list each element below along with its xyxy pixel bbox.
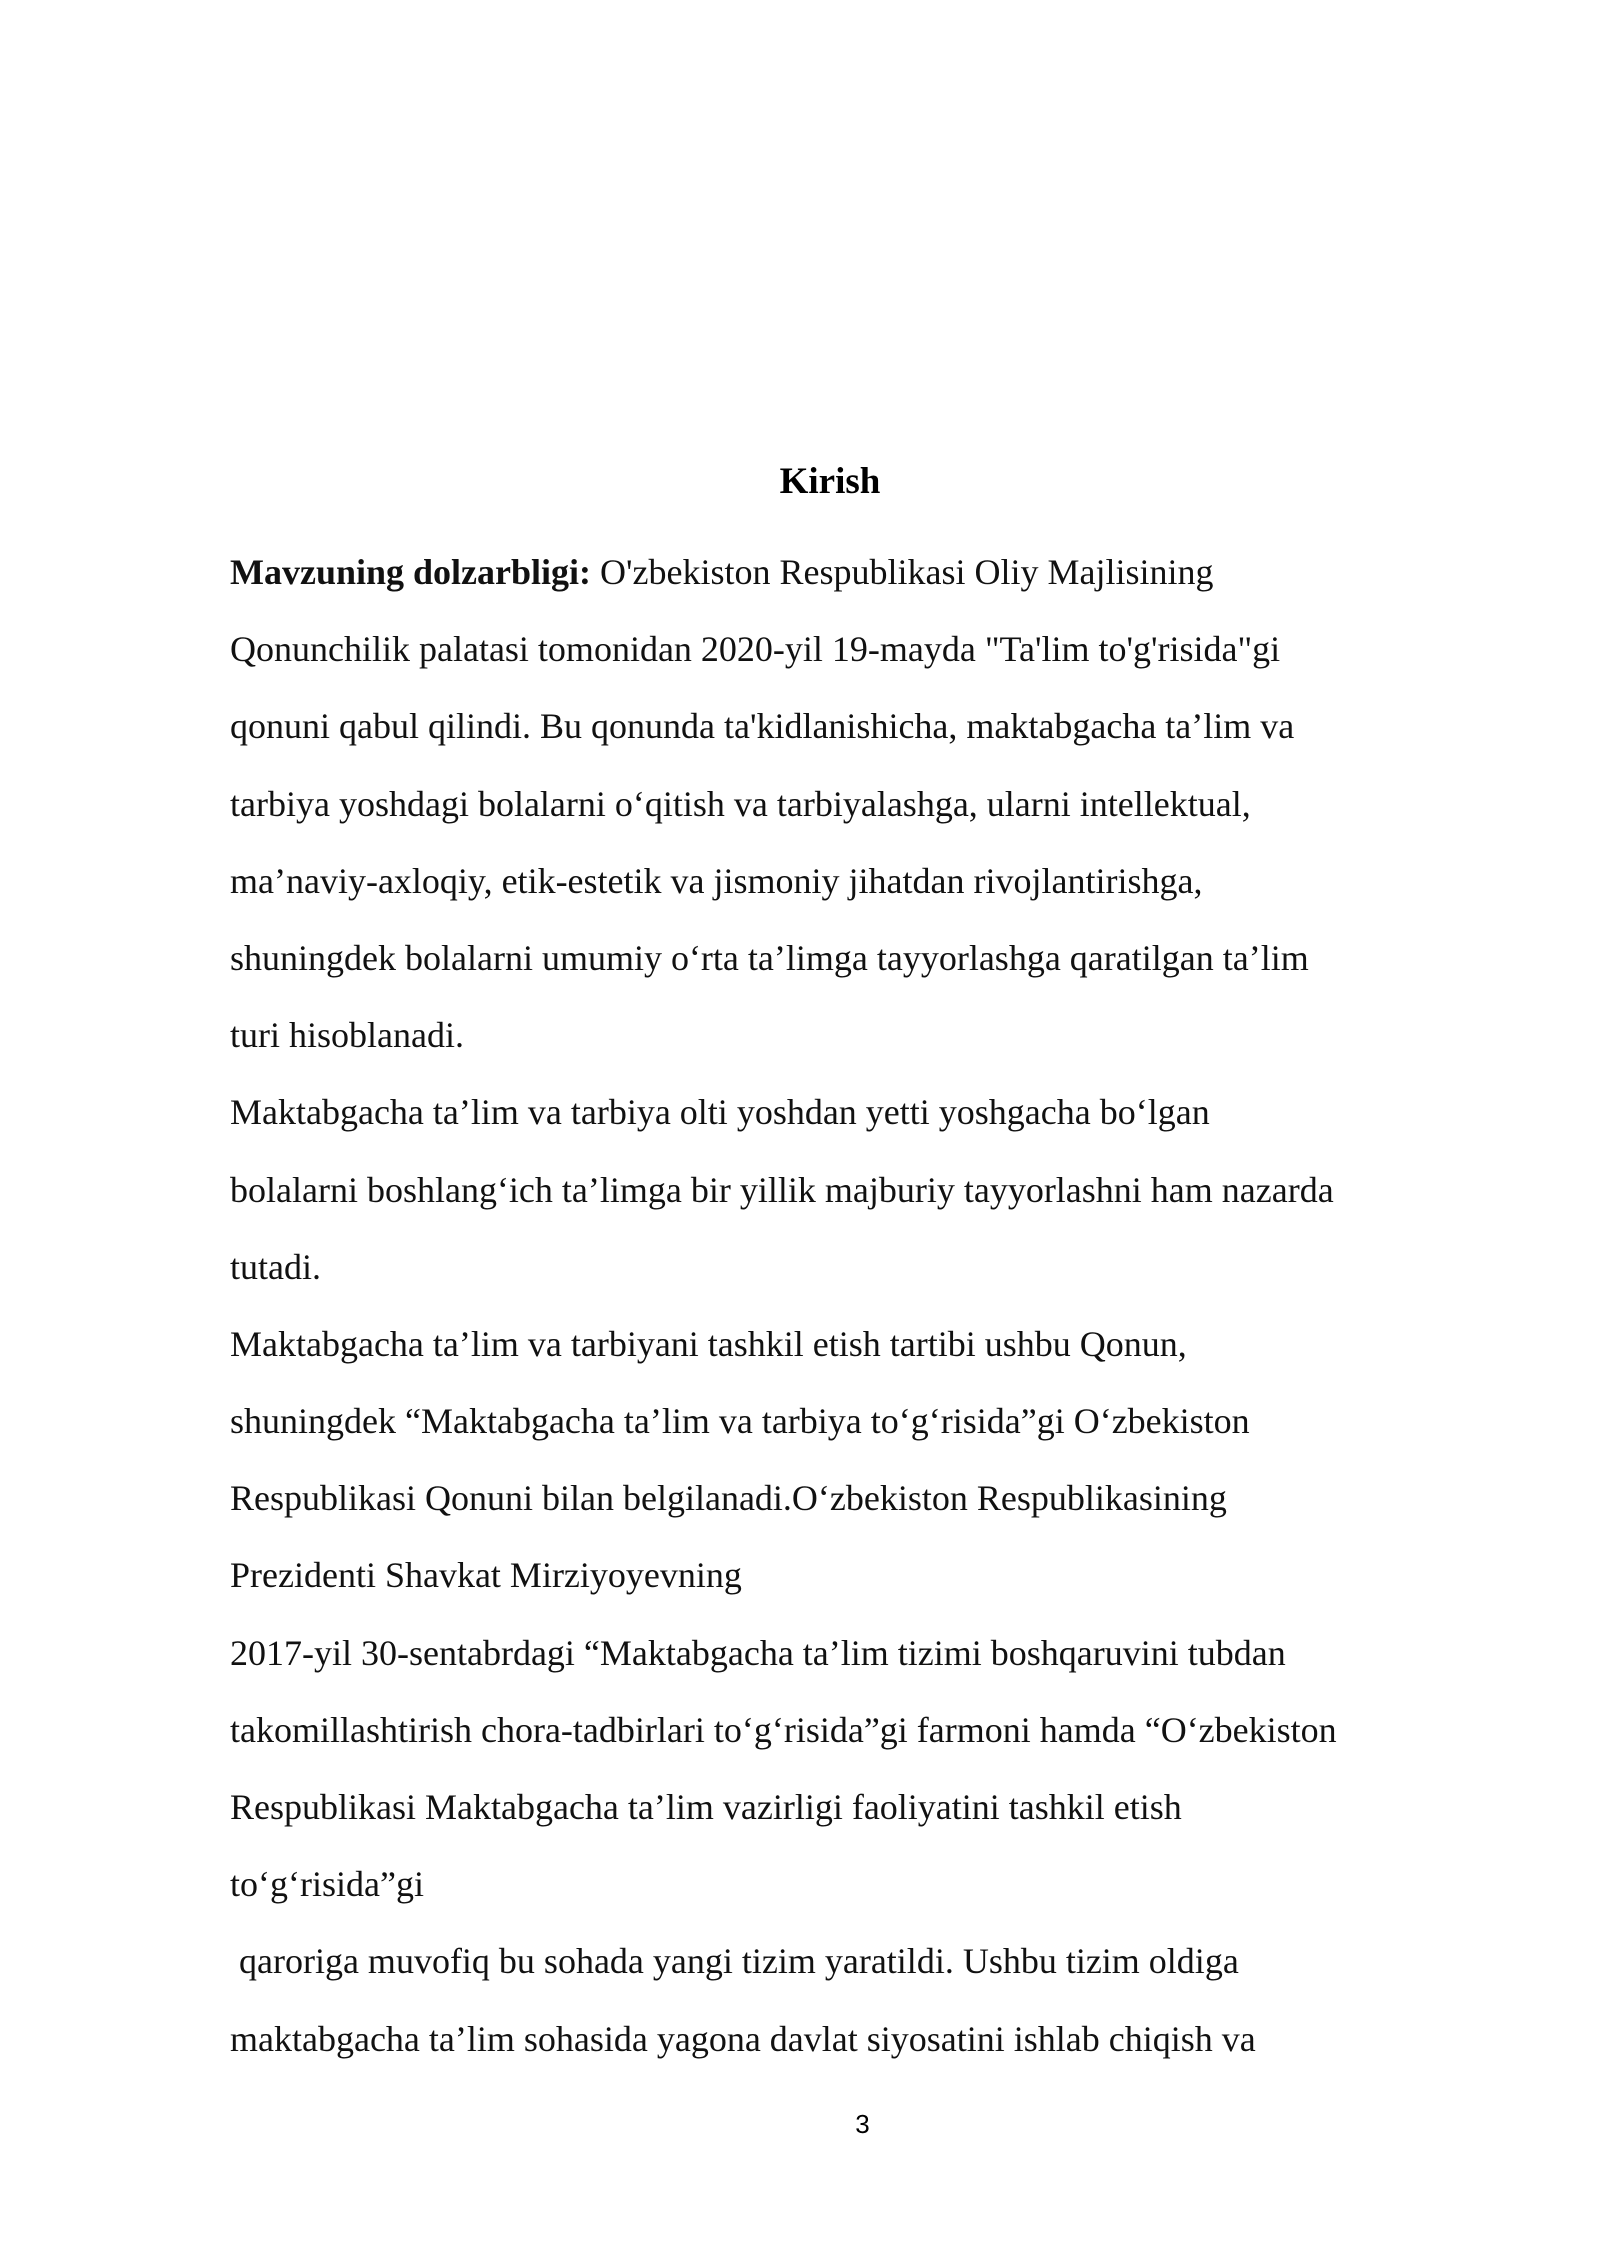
text-line: tutadi. [230,1246,321,1287]
text-line: shuningdek “Maktabgacha ta’lim va tarbiya to‘g‘risida”gi O‘zbekiston [230,1401,1250,1442]
text-line: maktabgacha ta’lim sohasida yagona davlat siyosatini ishlab chiqish va [230,2018,1256,2059]
text-line: Qonunchilik palatasi tomonidan 2020-yil 19-mayda "Ta'lim to'g'risida"gi [230,629,1281,670]
text-line: shuningdek bolalarni umumiy o‘rta ta’limga tayyorlashga qaratilgan ta’lim [230,937,1309,978]
text-line: qonuni qabul qilindi. Bu qonunda ta'kidlanishicha, maktabgacha ta’lim va [230,706,1295,747]
text-line-content: O'zbekiston Respublikasi Oliy Majlisining [591,552,1214,592]
text-line: to‘g‘risida”gi [230,1864,424,1905]
text-line: bolalarni boshlang‘ich ta’limga bir yillik majburiy tayyorlashni ham nazarda [230,1169,1334,1210]
text-line: Respublikasi Qonuni bilan belgilanadi.O‘zbekiston Respublikasining [230,1478,1227,1519]
text-line: Respublikasi Maktabgacha ta’lim vazirligi faoliyatini tashkil etish [230,1787,1182,1827]
text-line: Maktabgacha ta’lim va tarbiya olti yoshdan yetti yoshgacha bo‘lgan [230,1092,1210,1133]
text-line: ma’naviy-axloqiy, etik-estetik va jismoniy jihatdan rivojlantirishga, [230,860,1203,901]
text-line [230,534,1420,611]
lead-label: Mavzuning dolzarbligi: [230,552,592,592]
text-line: Prezidenti Shavkat Mirziyoyevning [230,1555,742,1596]
body-text [230,534,1420,2078]
text-line: takomillashtirish chora-tadbirlari to‘g‘risida”gi farmoni hamda “O‘zbekiston [230,1709,1337,1750]
page-number: 3 [855,2109,870,2139]
text-line: 2017-yil 30-sentabrdagi “Maktabgacha ta’lim tizimi boshqaruvini tubdan [230,1632,1286,1673]
text-line: tarbiya yoshdagi bolalarni o‘qitish va tarbiyalashga, ularni intellektual, [230,783,1251,824]
text-line: turi hisoblanadi. [230,1015,464,1056]
text-line: qaroriga muvofiq bu sohada yangi tizim yaratildi. Ushbu tizim oldiga [230,1941,1239,1982]
section-heading: Kirish [779,461,881,502]
text-line: Maktabgacha ta’lim va tarbiyani tashkil etish tartibi ushbu Qonun, [230,1323,1187,1364]
